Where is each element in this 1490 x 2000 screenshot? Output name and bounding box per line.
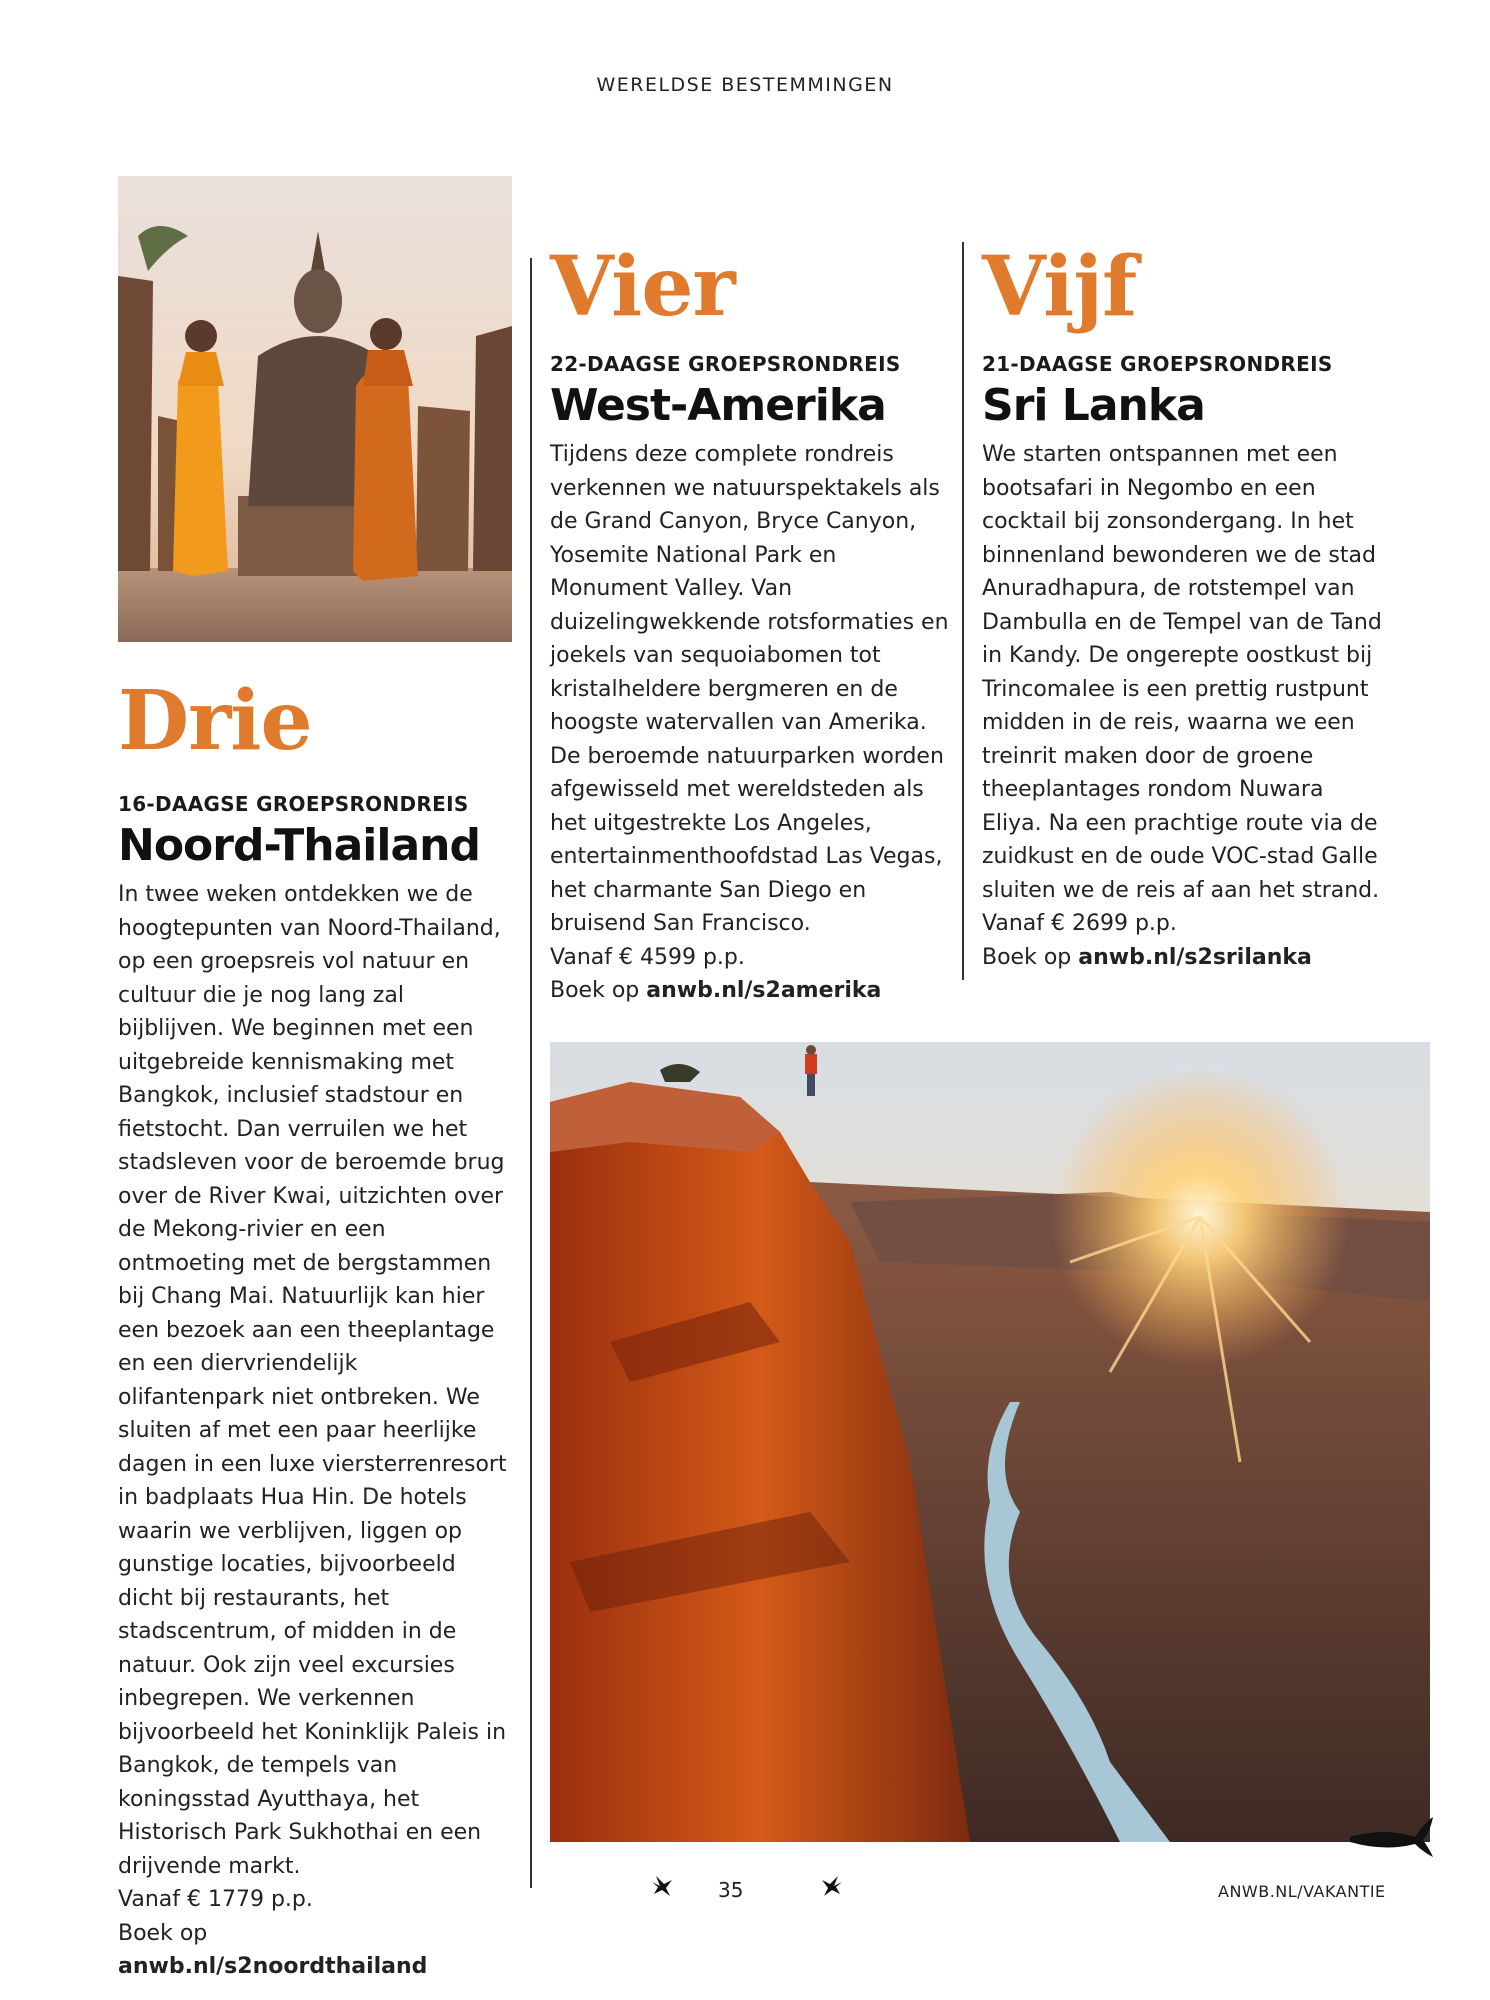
bird-icon-left — [650, 1874, 674, 1898]
description-text: We starten ontspannen met een bootsafari in Negombo en een cocktail bij zonsondergang. In het binnenland bewonderen we de stad Anuradhapura, de rotstempel van Dambulla en de Tempel van de Tand in Kandy. De ongerepte oostkust bij Trincomalee is een prettig rustpunt midden in de reis, waarna we een treinrit maken door de groene theeplantages rondom Nuwara Eliya. Na een prachtige route via de zuidkust en de oude VOC-stad Galle sluiten we de reis af aan het strand. — [982, 442, 1382, 903]
price-drie: Vanaf € 1779 p.p. — [118, 1887, 313, 1913]
trip-description-vijf — [982, 438, 1382, 907]
trip-type-drie: 16-DAAGSE GROEPSRONDREIS — [118, 792, 469, 816]
trip-drie — [118, 673, 510, 1984]
destination-title-vier: West-Amerika — [550, 380, 886, 431]
column-divider-1 — [530, 258, 532, 1888]
number-word-vier: Vier — [550, 239, 735, 335]
page-number: 35 — [718, 1878, 744, 1902]
booking-line-drie — [118, 1917, 510, 1984]
trip-vijf — [982, 239, 1382, 974]
leaf-flourish-icon — [1345, 1812, 1435, 1862]
price-vier: Vanaf € 4599 p.p. — [550, 944, 745, 970]
trip-type-vijf: 21-DAAGSE GROEPSRONDREIS — [982, 352, 1333, 376]
footer-site-link[interactable]: ANWB.NL/VAKANTIE — [1218, 1882, 1386, 1901]
booking-prefix: Boek op — [118, 1920, 208, 1946]
trip-type-vier: 22-DAAGSE GROEPSRONDREIS — [550, 352, 901, 376]
booking-prefix: Boek op — [982, 944, 1072, 970]
booking-line-vijf — [982, 941, 1382, 975]
grand-canyon-photo — [550, 1042, 1430, 1842]
description-text: Tijdens deze complete rondreis verkennen we natuurspektakels als de Grand Canyon, Bryce Canyon, Yosemite National Park en Monument Valley. Van duizelingwekkende rotsformaties en joekels van sequoiabomen tot kristalheldere bergmeren en de hoogste watervallen van Amerika. De beroemde natuurparken worden afgewisseld met wereldsteden als het uitgestrekte Los Angeles, entertainmenthoofdstad Las Vegas, het charmante San Diego en bruisend San Francisco. — [550, 442, 949, 937]
description-text: In twee weken ontdekken we de hoogtepunten van Noord-Thailand, op een groepsreis vol natuur en cultuur die je nog lang zal bijblijven. We beginnen met een uitgebreide kennismaking met Bangkok, inclusief stadstour en fietstocht. Dan verruilen we het stadsleven voor de beroemde brug over de River Kwai, uitzichten over de Mekong-rivier en een ontmoeting met de bergstammen bij Chang Mai. Natuurlijk kan hier een bezoek aan een theeplantage en een diervriendelijk olifantenpark niet ontbreken. We sluiten af met een paar heerlijke dagen in een luxe viersterrenresort in badplaats Hua Hin. De hotels waarin we verblijven, liggen op gunstige locaties, bijvoorbeeld dicht bij restaurants, het stadscentrum, of midden in de natuur. Ook zijn veel excursies inbegrepen. We verkennen bijvoorbeeld het Koninklijk Paleis in Bangkok, de tempels van koningsstad Ayutthaya, het Historisch Park Sukhothai en een drijvende markt. — [118, 882, 507, 1879]
bird-icon-right — [820, 1874, 844, 1898]
booking-link-drie[interactable]: anwb.nl/s2noordthailand — [118, 1954, 428, 1980]
booking-line-vier — [550, 974, 950, 1008]
thailand-temple-photo — [118, 176, 512, 642]
booking-link-vijf[interactable]: anwb.nl/s2srilanka — [1078, 944, 1312, 970]
destination-title-drie: Noord-Thailand — [118, 820, 480, 871]
destination-title-vijf: Sri Lanka — [982, 380, 1205, 431]
trip-description-drie — [118, 878, 510, 1883]
section-title: WERELDSE BESTEMMINGEN — [596, 74, 894, 96]
column-divider-2 — [962, 242, 964, 980]
number-word-drie: Drie — [118, 673, 312, 769]
trip-description-vier — [550, 438, 950, 941]
booking-link-vier[interactable]: anwb.nl/s2amerika — [646, 978, 882, 1004]
price-vijf: Vanaf € 2699 p.p. — [982, 911, 1177, 937]
booking-prefix: Boek op — [550, 978, 640, 1004]
number-word-vijf: Vijf — [982, 239, 1137, 335]
trip-vier — [550, 239, 950, 1008]
